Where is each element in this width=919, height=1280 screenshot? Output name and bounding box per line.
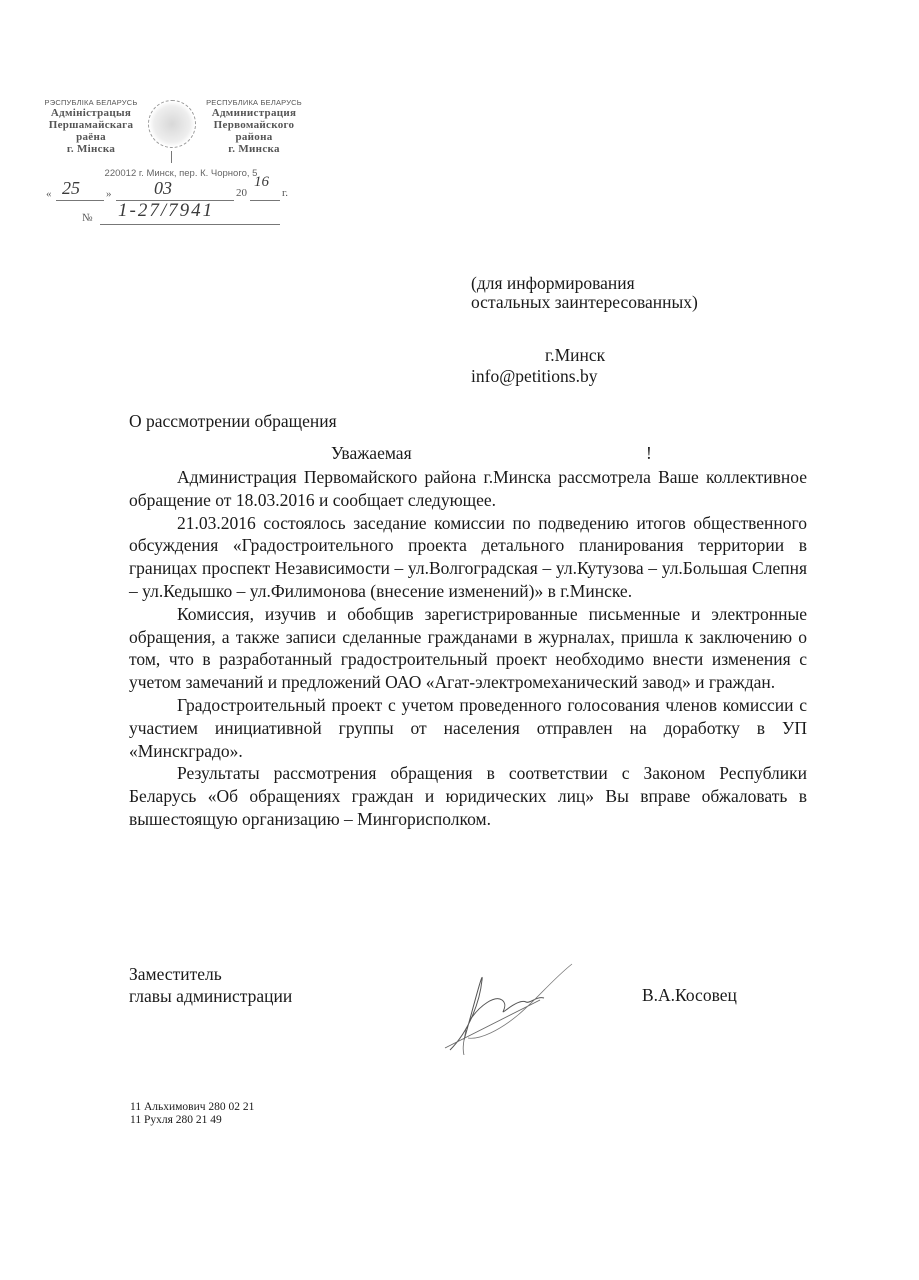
date-open-quote: « [46, 188, 52, 200]
stamp-line: района [235, 131, 273, 143]
greeting-exclamation: ! [646, 443, 652, 463]
date-month: 03 [154, 178, 172, 198]
addressee-city: г.Минск [545, 345, 606, 365]
signer-name: В.А.Косовец [642, 985, 737, 1005]
executor-line: 11 Альхимович 280 02 21 [130, 1101, 255, 1113]
executor-line: 11 Рухля 280 21 49 [130, 1114, 222, 1126]
number-label: № [82, 212, 93, 224]
signer-position [129, 963, 292, 1007]
document-number: 1-27/7941 [118, 200, 215, 221]
official-stamp [36, 96, 326, 236]
body-paragraph: Градостроительный проект с учетом проведенного голосования членов комиссии с участием инициативной группы от населения отправлен на доработку в УП «Минскградо». [129, 694, 807, 761]
stamp-republic-be: РЭСПУБЛІКА БЕЛАРУСЬ [44, 98, 138, 107]
handwritten-signature [440, 960, 590, 1055]
date-day: 25 [62, 178, 80, 198]
addressee-line2: остальных заинтересованных) [471, 292, 698, 312]
addressee-block [471, 274, 698, 312]
stamp-republic-ru: РЕСПУБЛИКА БЕЛАРУСЬ [206, 98, 302, 107]
date-year-unit: г. [282, 187, 289, 199]
stamp-line: Первомайского [213, 119, 295, 131]
date-close-quote: » [106, 188, 112, 200]
body-paragraph: Комиссия, изучив и обобщив зарегистрированные письменные и электронные обращения, а также записи сделанные гражданами в журналах, пришла к заключению о том, что в разработанный градостроительный проект необходимо внести изменения с учетом замечаний и предложений ОАО «Агат-электромеханический завод» и граждан. [129, 603, 807, 693]
stamp-address: 220012 г. Минск, пер. К. Чорного, 5 [104, 168, 258, 179]
letter-body [129, 466, 807, 831]
addressee-email: info@petitions.by [471, 366, 598, 386]
body-paragraph: Результаты рассмотрения обращения в соответствии с Законом Республики Беларусь «Об обращениях граждан и юридических лиц» Вы вправе обжаловать в вышестоящую организацию – Мингорисполком. [129, 763, 807, 829]
stamp-divider [171, 151, 172, 163]
letter-subject: О рассмотрении обращения [129, 411, 337, 431]
stamp-number [82, 200, 322, 228]
stamp-line: г. Минска [228, 143, 280, 155]
stamp-line: г. Мінска [66, 143, 116, 155]
stamp-line: раёна [76, 131, 106, 143]
addressee-line1: (для информирования [471, 273, 635, 293]
greeting: Уважаемая [331, 443, 412, 463]
date-year-suffix: 16 [254, 174, 269, 190]
body-paragraph: 21.03.2016 состоялось заседание комиссии по подведению итогов общественного обсуждения «Градостроительного проекта детального планирования территории в границах проспект Независимости – ул.Волгоградская – ул.Кутузова – ул.Большая Слепня – ул.Кедышко – ул.Филимонова (внесение изменений)» в г.Минске. [129, 512, 807, 601]
stamp-belarusian [36, 98, 146, 155]
signer-title-line1: Заместитель [129, 964, 222, 984]
coat-of-arms-icon [148, 100, 196, 148]
stamp-line: Адміністрацыя [50, 107, 132, 119]
date-year-prefix: 20 [236, 187, 247, 199]
stamp-russian [194, 98, 314, 155]
executor-notes [130, 1101, 254, 1127]
stamp-line: Першамайскага [48, 119, 134, 131]
signer-title-line2: главы администрации [129, 986, 293, 1006]
stamp-line: Администрация [211, 107, 297, 119]
body-paragraph: Администрация Первомайского района г.Минска рассмотрела Ваше коллективное обращение от 18.03.2016 и сообщает следующее. [129, 467, 807, 510]
